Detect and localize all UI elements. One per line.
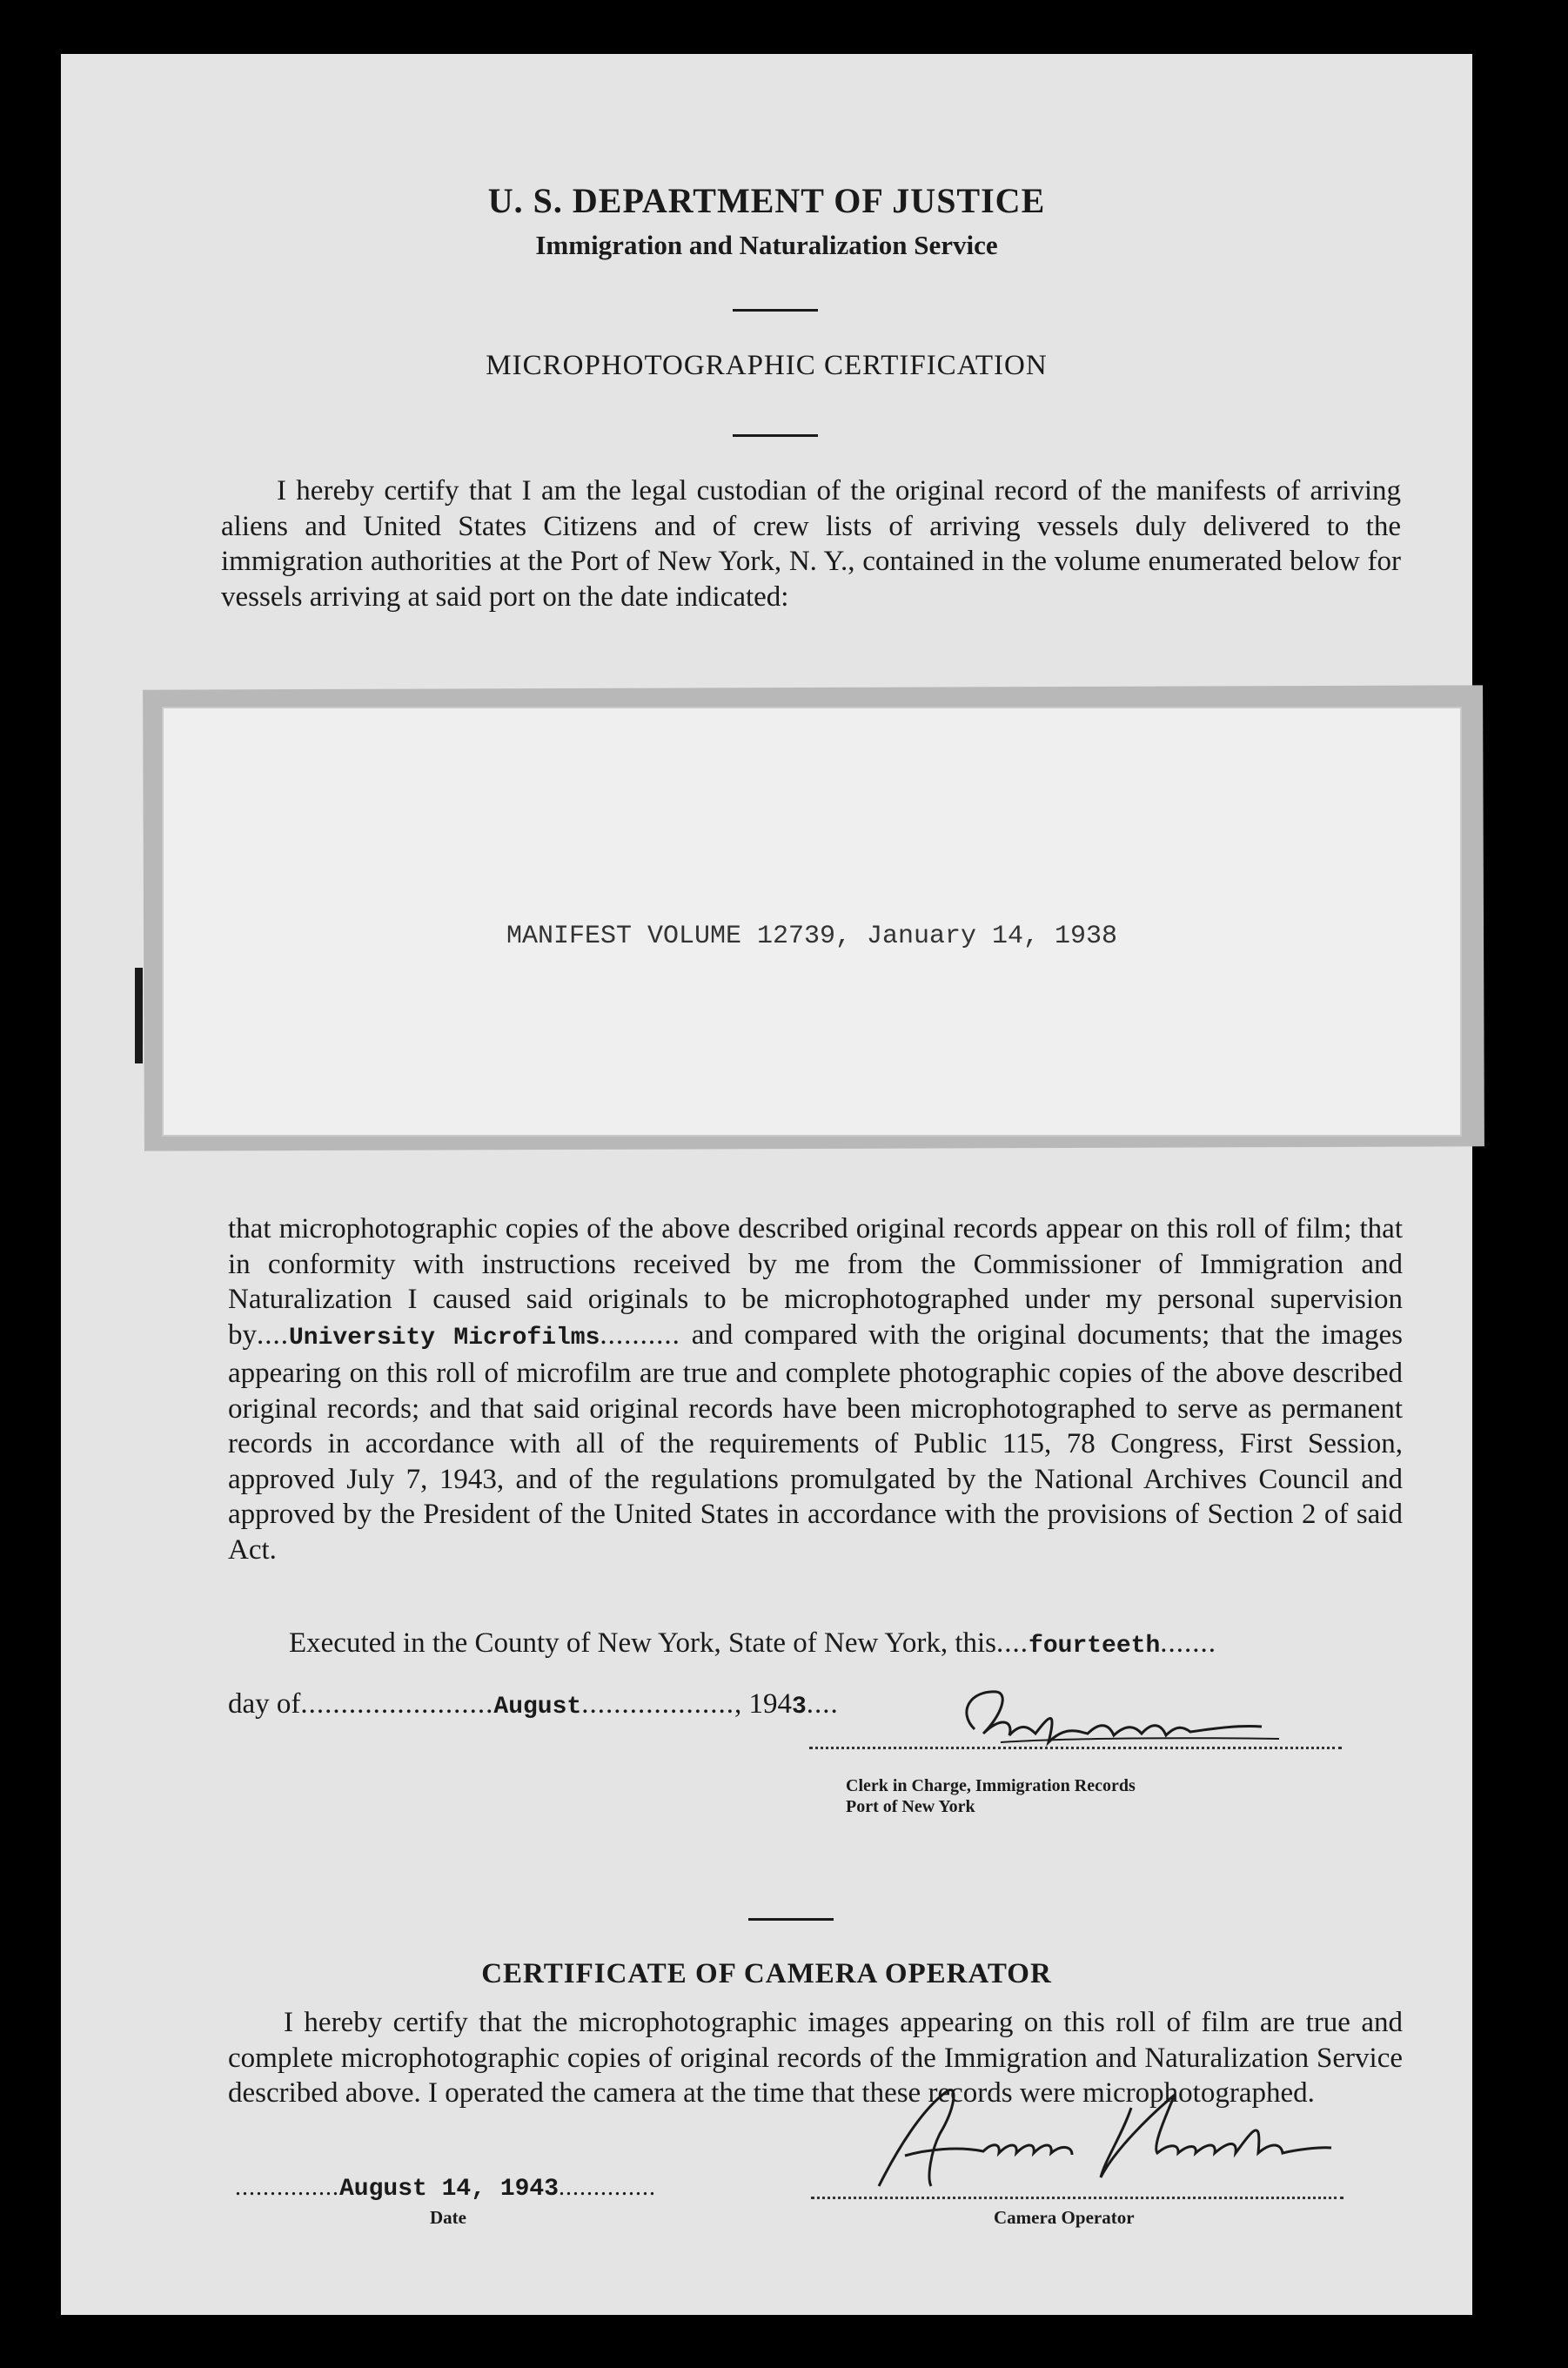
dotted-leader: ..............	[559, 2174, 657, 2201]
camera-operator-signature-line	[811, 2197, 1344, 2199]
clerk-signature-line	[809, 1747, 1342, 1749]
camera-operator-title: CERTIFICATE OF CAMERA OPERATOR	[481, 1958, 1052, 1989]
body-text-after-name: and compared with the original documents; that the images appearing on this roll of microfilm are true and complete photographic copies of the above described original records; and that said original records have been microphotographed to serve as permanent records in accordance with all of the requirements of Public 115, 78 Congress, First Session, approved July 7, 1943, and of the regulations promulgated by the National Archives Council and approved by the President of the United States in accordance with the provisions of Section 2 of said Act.	[228, 1318, 1403, 1566]
volume-insert-card	[164, 708, 1460, 1135]
dotted-leader: ........................	[300, 1688, 494, 1720]
certification-title: MICROPHOTOGRAPHIC CERTIFICATION	[486, 350, 1048, 381]
year-prefix: , 194	[734, 1688, 792, 1720]
execution-line	[289, 1627, 1216, 1660]
day-of-line	[228, 1688, 839, 1721]
clerk-title-line1: Clerk in Charge, Immigration Records	[846, 1776, 1136, 1795]
execution-day: fourteeth	[1029, 1633, 1161, 1660]
dotted-leader: ....	[806, 1688, 839, 1720]
camera-operator-paragraph: I hereby certify that the microphotographic images appearing on this roll of film are true and complete microphotographic copies of original records of the Immigration and Naturalization Service described above. I operated the camera at the time that these records were microphotographed.	[228, 2007, 1403, 2109]
certificate-date: August 14, 1943	[339, 2176, 560, 2203]
date-line	[235, 2174, 656, 2203]
camera-operator-signature	[844, 2056, 1349, 2204]
manifest-volume-text: MANIFEST VOLUME 12739, January 14, 1938	[506, 922, 1118, 951]
execution-month: August	[493, 1694, 582, 1721]
dotted-leader: ..........	[600, 1318, 680, 1351]
date-label: Date	[430, 2207, 466, 2228]
service-subtitle: Immigration and Naturalization Service	[535, 230, 998, 260]
camera-operator-label: Camera Operator	[994, 2207, 1135, 2228]
custodian-paragraph: I hereby certify that I am the legal custodian of the original record of the manifests of arriving aliens and United States Citizens and of crew lists of arriving vessels duly delivered to the immigration authorities at the Port of New York, N. Y., contained in the volume enumerated below for vessels arriving at said port on the date indicated:	[221, 475, 1401, 613]
divider-rule	[748, 1918, 834, 1921]
divider-rule	[733, 309, 818, 312]
dotted-leader: ....	[257, 1318, 289, 1351]
dotted-leader: ...............	[235, 2174, 339, 2201]
dotted-leader: .......	[1160, 1627, 1217, 1659]
year-digit: 3	[791, 1694, 807, 1721]
dotted-leader: ....	[996, 1627, 1029, 1659]
body-text-before-name: that microphotographic copies of the above described original records appear on this roll of film; that in conformity with instructions received by me from the Commissioner of Immigration and Naturalization I caused said originals to be microphotographed under my personal supervision by	[228, 1213, 1403, 1351]
certificate-page	[61, 54, 1472, 2315]
day-of-label: day of	[228, 1688, 301, 1720]
dotted-leader: ...................	[581, 1688, 734, 1720]
microfilm-paragraph	[228, 1211, 1403, 1567]
department-title: U. S. DEPARTMENT OF JUSTICE	[487, 181, 1046, 220]
microfilm-company-name: University Microfilms	[289, 1324, 600, 1352]
execution-prefix: Executed in the County of New York, State of New York, this	[289, 1627, 997, 1659]
divider-rule	[733, 434, 818, 437]
clerk-title-line2: Port of New York	[846, 1797, 975, 1816]
margin-mark	[135, 968, 143, 1063]
